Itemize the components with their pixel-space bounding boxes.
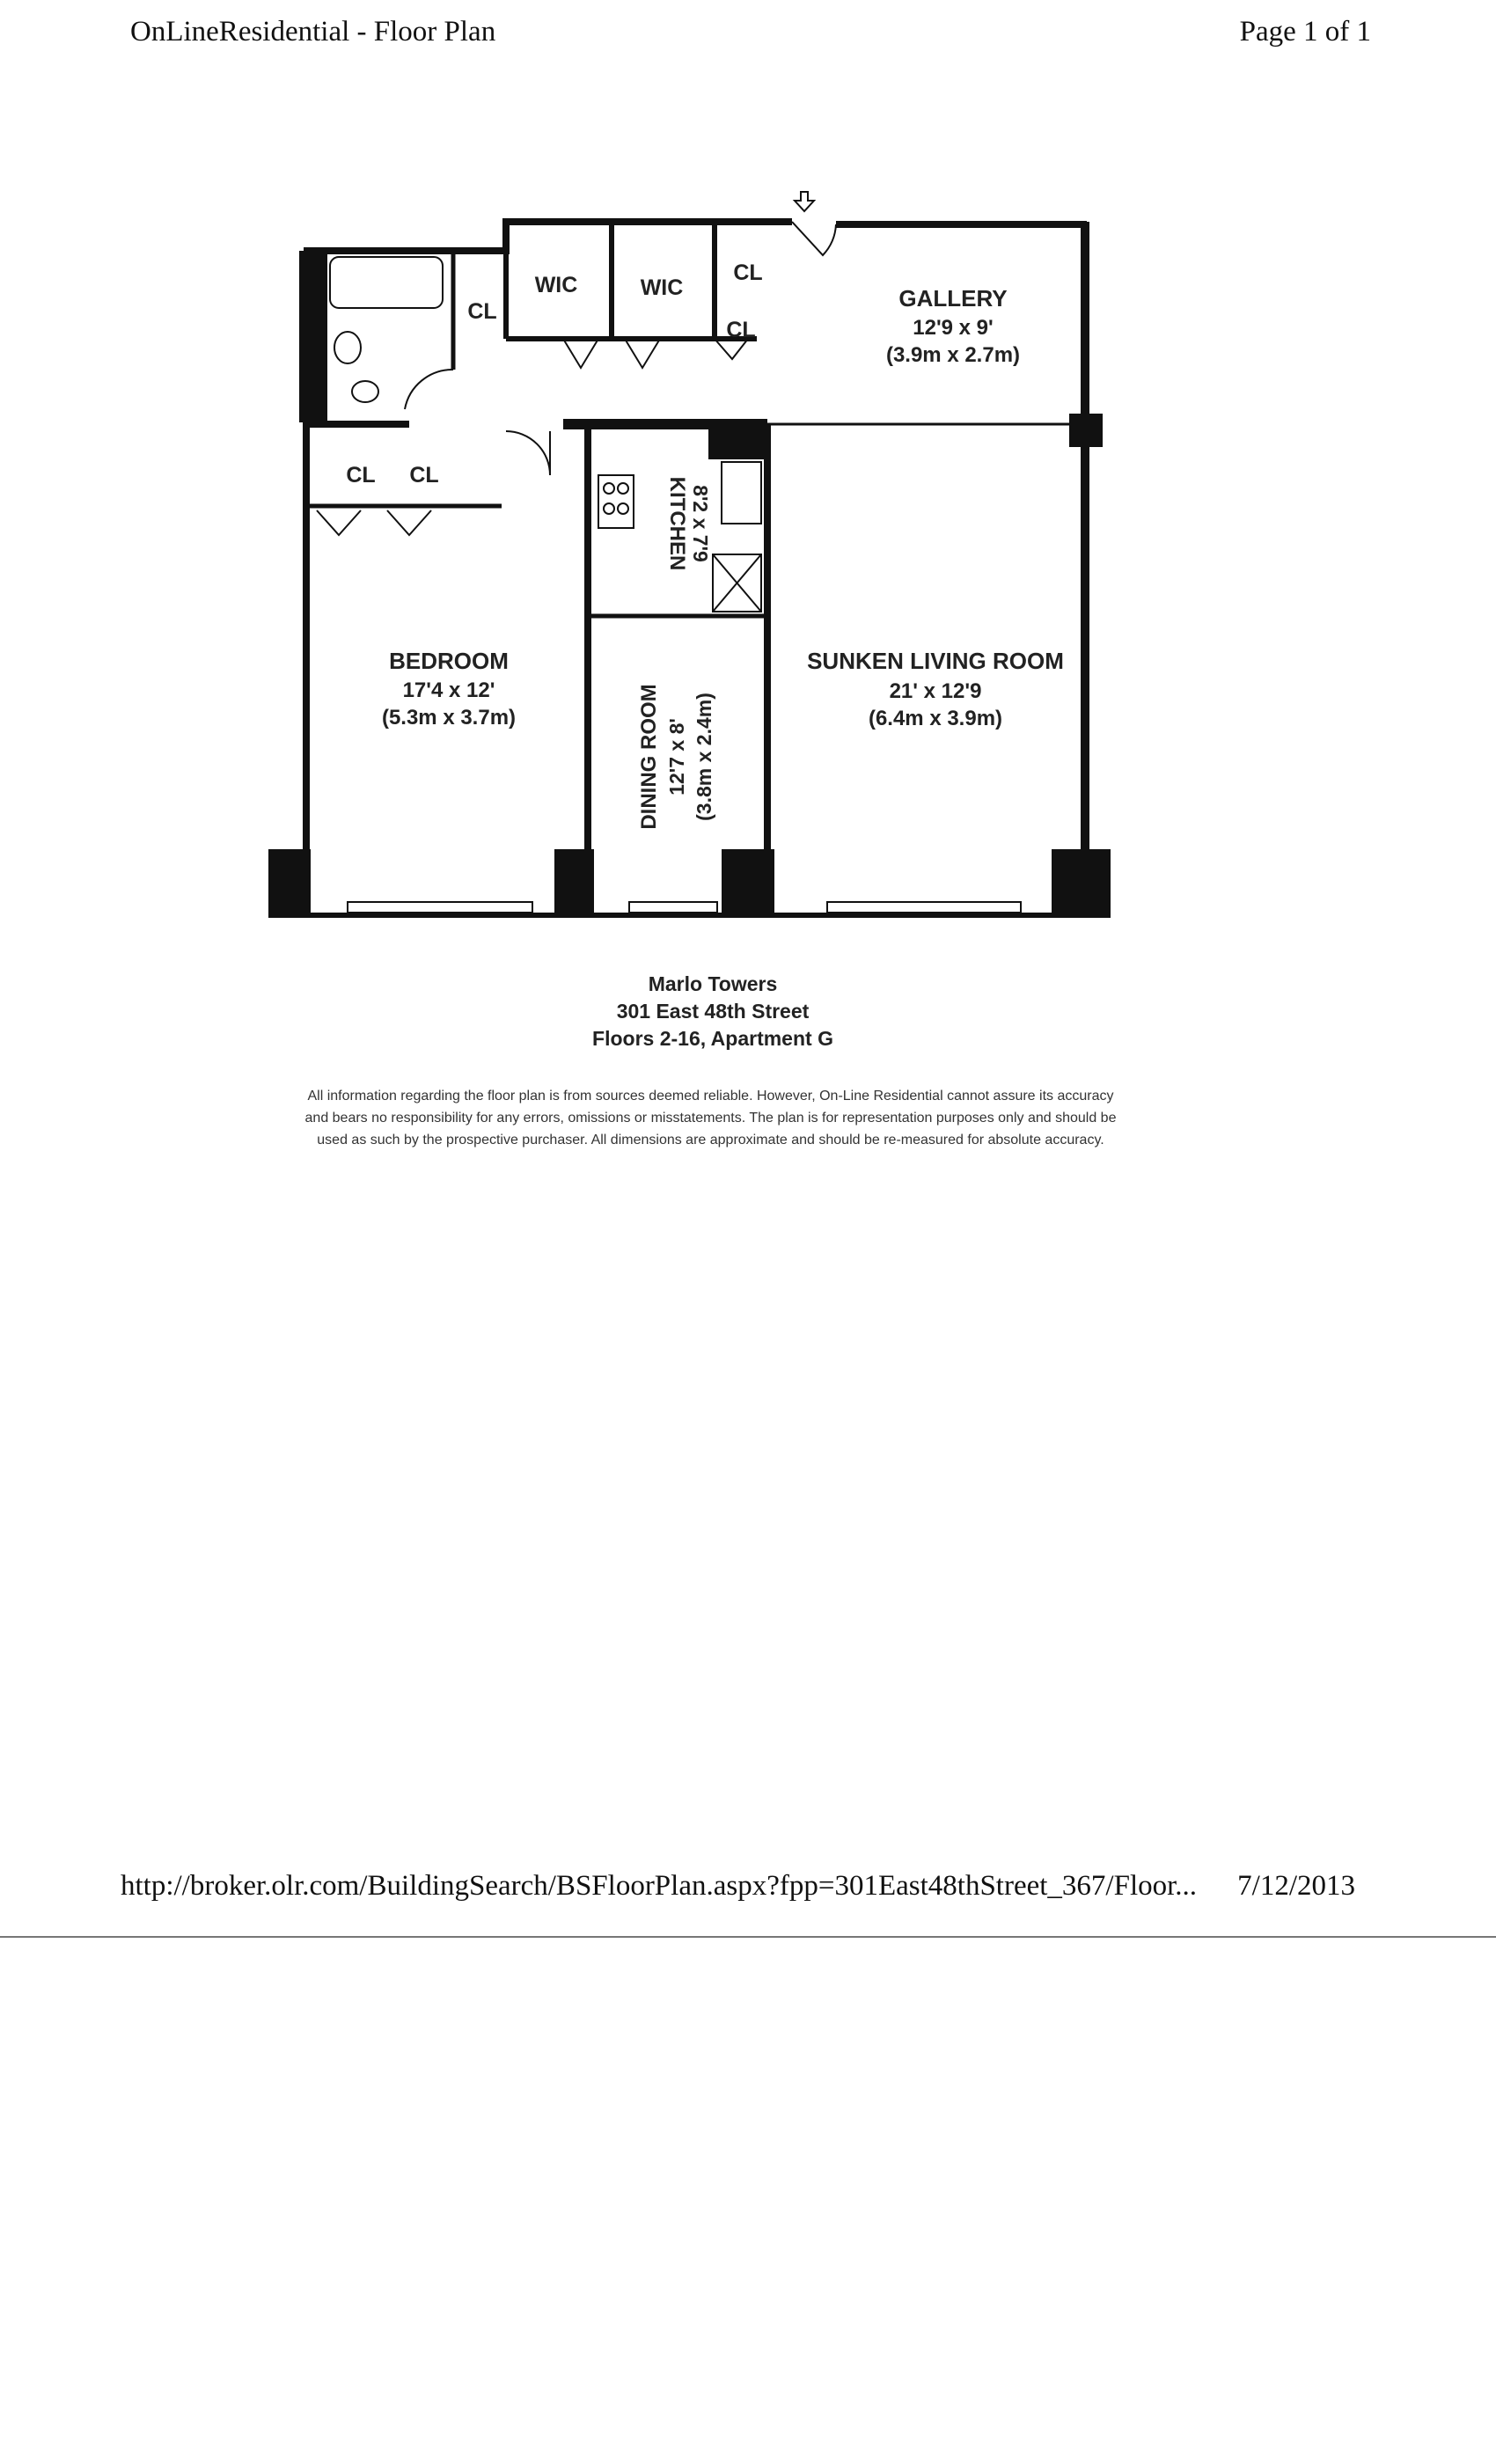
door-bed-closet [317,510,431,535]
column-hall [708,424,767,459]
living-dim: 21' x 12'9 [889,679,982,703]
footer-date: 7/12/2013 [1237,1870,1355,1902]
room-label-wic-1: WIC [534,273,578,297]
bedroom-name: BEDROOM [389,648,509,674]
disclaimer-line: All information regarding the floor plan is from sources deemed reliable. However, On-Line Residential cannot assure its accuracy [307,1089,1114,1104]
disclaimer-line: and bears no responsibility for any errors, omissions or misstatements. The plan is for representation purposes only and should be [304,1111,1117,1126]
outer-wall-top [304,222,792,251]
room-label-cl-small: CL [726,318,756,342]
bathroom-fixtures [330,257,443,402]
door-entry [792,222,836,255]
building-address: 301 East 48th Street [616,1000,810,1023]
burner [604,483,614,494]
gallery-metric: (3.9m x 2.7m) [885,343,1021,367]
door-entry-arrow [795,192,814,211]
bedroom-dim: 17'4 x 12' [402,678,495,702]
living-name: SUNKEN LIVING ROOM [807,648,1064,674]
building-unit: Floors 2-16, Apartment G [592,1027,833,1050]
living-metric: (6.4m x 3.9m) [868,707,1003,730]
room-label-wic-2: WIC [640,275,684,300]
plan-windows [348,902,1021,913]
stove [598,475,634,528]
room-label-cl-top: CL [733,260,763,285]
column-bottom-right [1052,849,1111,915]
dining-dim: 12'7 x 8' [665,718,688,796]
page-indicator: Page 1 of 1 [1239,16,1371,48]
column-bottom-mid-2 [722,849,774,915]
column-bottom-mid-1 [554,849,594,915]
column-bath-left [299,251,327,422]
bathtub [330,257,443,308]
room-label-cl-bed-2: CL [409,463,439,488]
kitchen-name: KITCHEN [665,476,689,571]
dining-name: DINING ROOM [637,684,661,830]
document-title: OnLineResidential - Floor Plan [130,16,496,48]
bedroom-metric: (5.3m x 3.7m) [381,706,517,730]
footer-url: http://broker.olr.com/BuildingSearch/BSFloorPlan.aspx?fpp=301East48thStreet_367/Floor... [121,1870,1198,1902]
door-bath [405,370,453,409]
column-bottom-left [268,849,311,915]
burner [604,503,614,514]
kitchen-sink [722,462,761,524]
gallery-dim: 12'9 x 9' [913,316,994,340]
window-bedroom [348,902,532,913]
building-name: Marlo Towers [648,972,778,995]
room-label-cl-bed-1: CL [346,463,376,488]
kitchen-dim: 8'2 x 7'9 [689,485,712,562]
toilet [352,381,378,402]
floor-plan [0,0,1496,950]
door-hall [506,431,550,475]
gallery-name: GALLERY [898,285,1008,312]
room-label-cl-bath: CL [467,299,497,324]
burner [618,483,628,494]
sink [334,332,361,363]
page-divider [0,1936,1496,1938]
door-wic-1 [563,339,598,368]
dining-metric: (3.8m x 2.4m) [693,693,715,821]
burner [618,503,628,514]
door-wic-2 [625,339,660,368]
window-living [827,902,1021,913]
column-right-mid [1069,414,1103,447]
window-dining [629,902,717,913]
disclaimer-line: used as such by the prospective purchaser. All dimensions are approximate and should be re-measured for absolute accuracy. [317,1133,1104,1148]
